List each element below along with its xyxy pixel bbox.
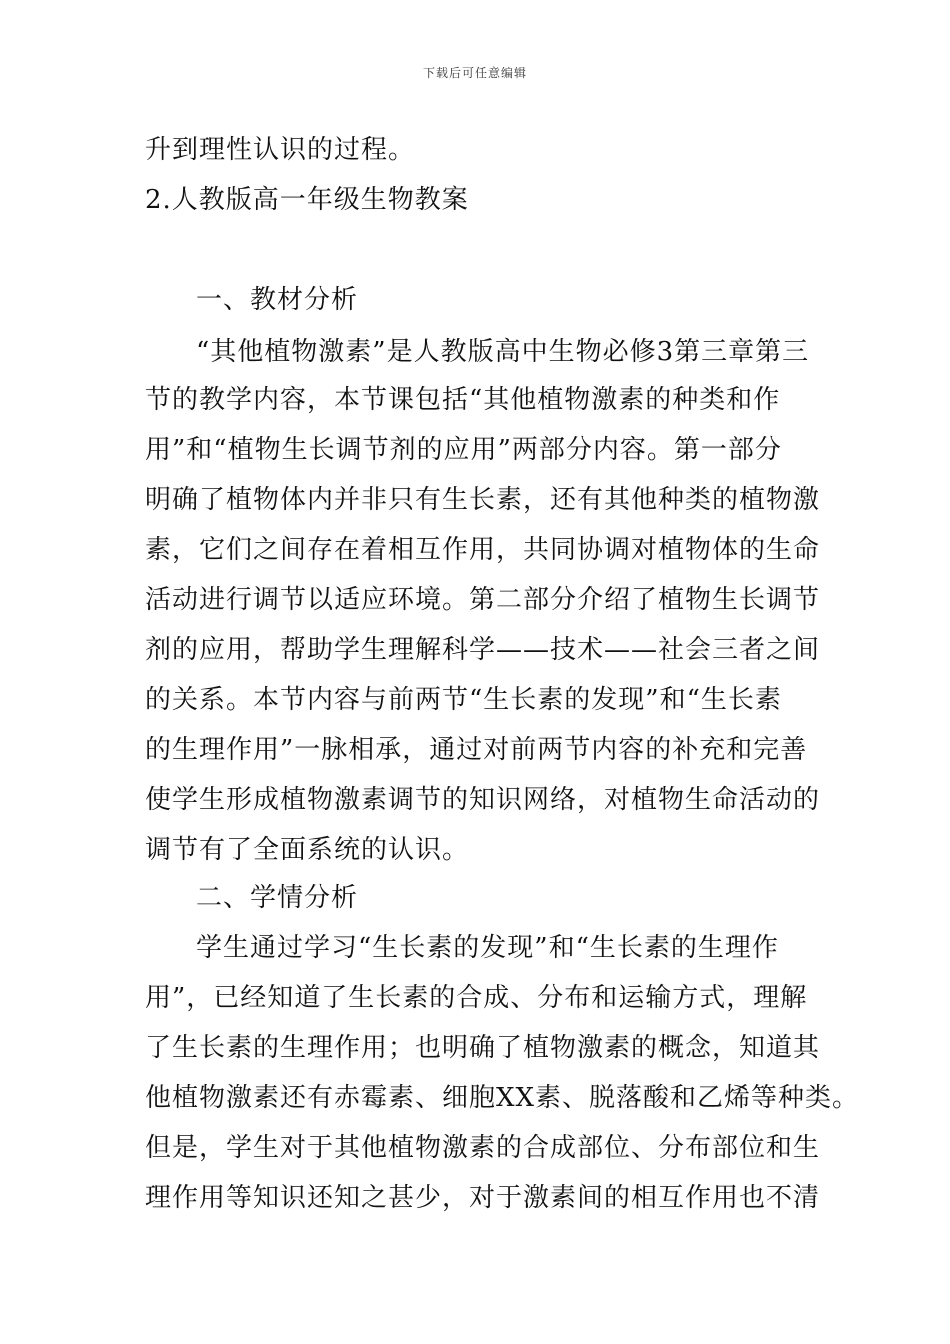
paragraph-line: 他植物激素还有赤霉素、细胞XX素、脱落酸和乙烯等种类。 — [145, 1083, 860, 1113]
heading-learner-analysis: 二、学情分析 — [196, 883, 359, 913]
paragraph-line: 的关系。本节内容与前两节“生长素的发现”和“生长素 — [145, 685, 782, 715]
paragraph-line: 用”和“植物生长调节剂的应用”两部分内容。第一部分 — [145, 435, 782, 465]
page-header: 下载后可任意编辑 — [422, 66, 527, 80]
paragraph-line: 调节有了全面系统的认识。 — [145, 835, 470, 865]
paragraph-line: 了生长素的生理作用；也明确了植物激素的概念，知道其 — [145, 1033, 821, 1063]
paragraph-line: 使学生形成植物激素调节的知识网络，对植物生命活动的 — [145, 785, 821, 815]
paragraph-line: 活动进行调节以适应环境。第二部分介绍了植物生长调节 — [145, 585, 821, 615]
paragraph-line: 用”，已经知道了生长素的合成、分布和运输方式，理解 — [145, 983, 808, 1013]
paragraph-line: 的生理作用”一脉相承，通过对前两节内容的补充和完善 — [145, 735, 808, 765]
paragraph-line: 理作用等知识还知之甚少，对于激素间的相互作用也不清 — [145, 1183, 821, 1213]
paragraph-line: 剂的应用，帮助学生理解科学——技术——社会三者之间 — [145, 635, 821, 665]
paragraph-line: 节的教学内容，本节课包括“其他植物激素的种类和作 — [145, 385, 781, 415]
paragraph-line: 学生通过学习“生长素的发现”和“生长素的生理作 — [196, 933, 779, 963]
paragraph-line: “其他植物激素”是人教版高中生物必修3第三章第三 — [196, 337, 810, 367]
paragraph-line: 素，它们之间存在着相互作用，共同协调对植物体的生命 — [145, 535, 821, 565]
section-title: 2.人教版高一年级生物教案 — [145, 185, 469, 215]
heading-teaching-material-analysis: 一、教材分析 — [196, 285, 359, 315]
paragraph-line: 升到理性认识的过程。 — [145, 135, 416, 165]
paragraph-line: 但是，学生对于其他植物激素的合成部位、分布部位和生 — [145, 1133, 821, 1163]
paragraph-line: 明确了植物体内并非只有生长素，还有其他种类的植物激 — [145, 485, 821, 515]
